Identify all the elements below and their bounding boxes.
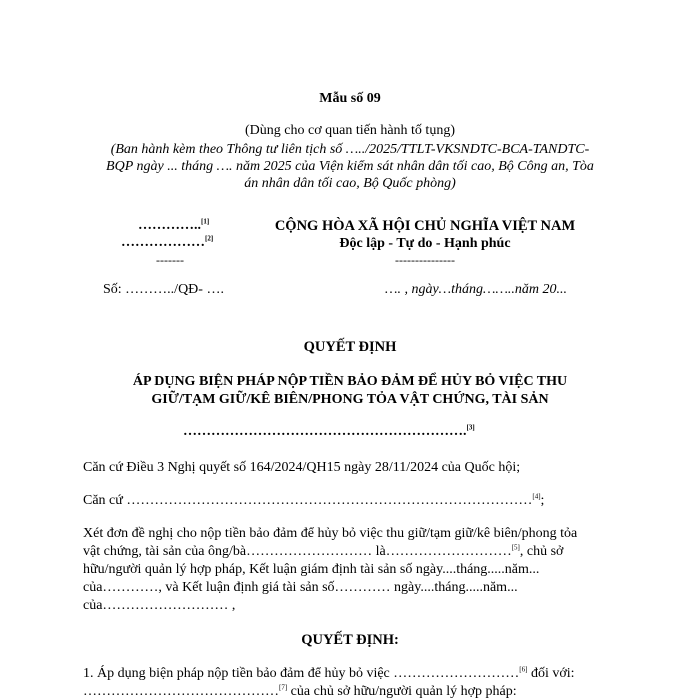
article-1-line-2-text: …………………………………… xyxy=(83,684,279,699)
consider-line-1: Xét đơn đề nghị cho nộp tiền bảo đảm để hủy bỏ việc thu giữ/tạm giữ/kê biên/phong tỏa xyxy=(83,526,578,541)
form-issued-line-3: án nhân dân tối cao, Bộ Quốc phòng) xyxy=(244,176,456,191)
note-ref-4: [4] xyxy=(532,492,541,501)
agency-line-2 xyxy=(121,235,213,251)
consider-2-end: , chủ sở xyxy=(519,544,564,559)
document-subtitle-1: ÁP DỤNG BIỆN PHÁP NỘP TIỀN BẢO ĐẢM ĐỂ HỦY BỎ VIỆC THU xyxy=(132,374,568,389)
date-line: …. , ngày…tháng……..năm 20... xyxy=(385,282,568,297)
note-ref-3: [3] xyxy=(466,423,475,432)
country-name: CỘNG HÒA XÃ HỘI CHỦ NGHĨA VIỆT NAM xyxy=(274,218,576,234)
authority-placeholder: ……………………………………………………. xyxy=(183,424,467,439)
issuing-authority xyxy=(183,424,475,440)
article-1-text: 1. Áp dụng biện pháp nộp tiền bảo đảm để hủy bỏ việc ……………………… xyxy=(83,666,520,681)
consider-line-5: của……………………… , xyxy=(83,598,236,613)
note-ref-1: [1] xyxy=(201,217,210,226)
document-title: QUYẾT ĐỊNH xyxy=(303,339,397,355)
agency-line-1 xyxy=(138,218,209,234)
agency-2: ……………… xyxy=(121,235,205,250)
article-1-line-1 xyxy=(83,666,575,682)
right-rule: --------------- xyxy=(395,253,455,267)
note-ref-5: [5] xyxy=(511,543,520,552)
form-number: Mẫu số 09 xyxy=(319,91,381,106)
consider-2-text: vật chứng, tài sản của ông/bà……………………… là……………………… xyxy=(83,544,512,559)
article-1-end: đối với: xyxy=(527,666,575,681)
basis-line-2 xyxy=(83,493,544,509)
decision-heading: QUYẾT ĐỊNH: xyxy=(301,632,399,648)
basis-2-text: Căn cứ …………………………………………………………………………… xyxy=(83,493,533,508)
document-subtitle-2: GIỮ/TẠM GIỮ/KÊ BIÊN/PHONG TỎA VẬT CHỨNG, TÀI SẢN xyxy=(151,392,549,407)
article-1-line-2-end: của chủ sở hữu/người quản lý hợp pháp: xyxy=(287,684,517,699)
national-motto: Độc lập - Tự do - Hạnh phúc xyxy=(339,236,511,251)
consider-line-2 xyxy=(83,544,563,560)
basis-2-end: ; xyxy=(540,493,545,508)
form-issued-line-2: BQP ngày ... tháng …. năm 2025 của Viện kiểm sát nhân dân tối cao, Bộ Công an, Tòa xyxy=(106,159,594,174)
document-number: Số: ………../QĐ- …. xyxy=(103,282,224,297)
left-rule: ------- xyxy=(156,253,184,267)
article-1-line-2 xyxy=(83,684,517,700)
agency-1: ………….. xyxy=(138,218,201,233)
form-usage: (Dùng cho cơ quan tiến hành tố tụng) xyxy=(245,123,455,138)
consider-line-4: của…………, và Kết luận định giá tài sản số………… ngày....tháng.....năm... xyxy=(83,580,518,595)
basis-line-1: Căn cứ Điều 3 Nghị quyết số 164/2024/QH15 ngày 28/11/2024 của Quốc hội; xyxy=(83,460,521,475)
consider-line-3: hữu/người quản lý hợp pháp, Kết luận giám định tài sản số ngày....tháng.....năm... xyxy=(83,562,540,577)
note-ref-6: [6] xyxy=(519,665,528,674)
note-ref-2: [2] xyxy=(205,234,214,243)
form-issued-line-1: (Ban hành kèm theo Thông tư liên tịch số …../2025/TTLT-VKSNDTC-BCA-TANDTC- xyxy=(110,142,590,157)
note-ref-7: [7] xyxy=(279,683,288,692)
